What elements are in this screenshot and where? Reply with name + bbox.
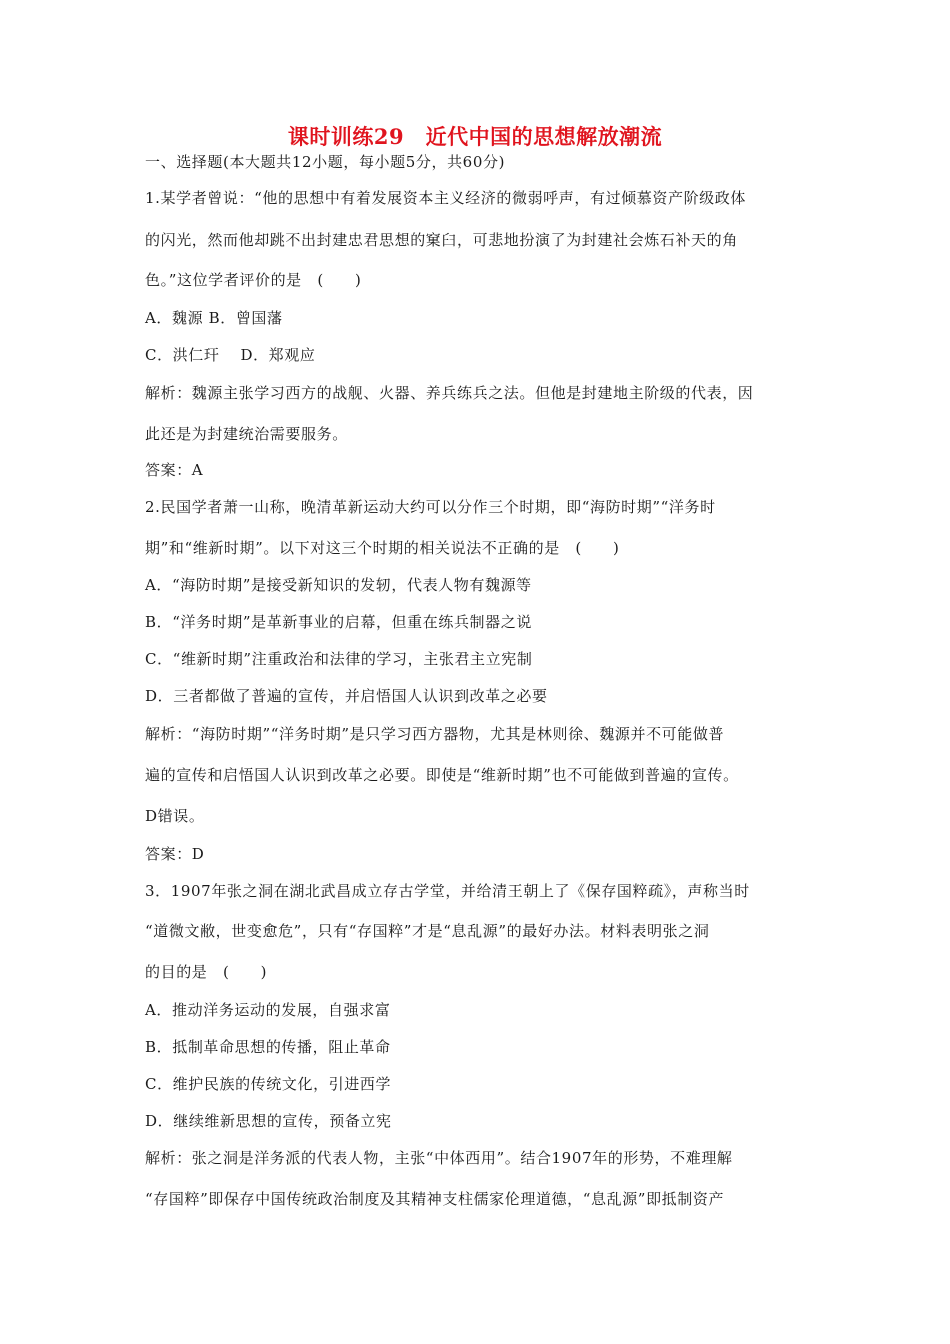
question-1-option-ab: A．魏源 B．曾国藩 [145, 309, 283, 327]
question-2-option-b: B．“洋务时期”是革新事业的启幕，但重在练兵制器之说 [145, 613, 532, 631]
question-2-analysis: 遍的宣传和启悟国人认识到改革之必要。即使是“维新时期”也不可能做到普遍的宣传。 [145, 766, 739, 784]
question-1-answer: 答案：A [145, 461, 204, 479]
question-2-option-a: A．“海防时期”是接受新知识的发轫，代表人物有魏源等 [145, 576, 532, 594]
question-3-option-a: A．推动洋务运动的发展，自强求富 [145, 1001, 391, 1019]
question-2-answer: 答案：D [145, 845, 205, 863]
question-3-option-d: D．继续维新思想的宣传，预备立宪 [145, 1112, 392, 1130]
question-3-text: 的目的是 ( ) [145, 963, 268, 981]
question-1-text: 的闪光，然而他却跳不出封建忠君思想的窠臼，可悲地扮演了为封建社会炼石补天的角 [145, 231, 738, 249]
question-3-analysis: 解析：张之洞是洋务派的代表人物，主张“中体西用”。结合1907年的形势，不难理解 [145, 1149, 733, 1167]
question-3-analysis: “存国粹”即保存中国传统政治制度及其精神支柱儒家伦理道德，“息乱源”即抵制资产 [145, 1190, 725, 1208]
question-2-text: 2.民国学者萧一山称，晚清革新运动大约可以分作三个时期，即“海防时期”“洋务时 [145, 498, 716, 516]
question-1-option-cd: C．洪仁玕 D．郑观应 [145, 346, 316, 364]
question-3-option-b: B．抵制革命思想的传播，阻止革命 [145, 1038, 391, 1056]
question-1-text: 1.某学者曾说：“他的思想中有着发展资本主义经济的微弱呼声，有过倾慕资产阶级政体 [145, 189, 746, 207]
section-heading: 一、选择题(本大题共12小题，每小题5分，共60分) [145, 153, 506, 171]
question-2-text: 期”和“维新时期”。以下对这三个时期的相关说法不正确的是 ( ) [145, 539, 620, 557]
question-1-text: 色。”这位学者评价的是 ( ) [145, 271, 362, 289]
question-2-option-c: C．“维新时期”注重政治和法律的学习，主张君主立宪制 [145, 650, 533, 668]
question-3-text: 3．1907年张之洞在湖北武昌成立存古学堂，并给清王朝上了《保存国粹疏》，声称当时 [145, 882, 750, 900]
question-2-option-d: D．三者都做了普遍的宣传，并启悟国人认识到改革之必要 [145, 687, 548, 705]
question-3-text: “道微文敝，世变愈危”，只有“存国粹”才是“息乱源”的最好办法。材料表明张之洞 [145, 922, 710, 940]
question-1-analysis: 此还是为封建统治需要服务。 [145, 425, 348, 443]
question-2-analysis: D错误。 [145, 807, 205, 825]
question-1-analysis: 解析：魏源主张学习西方的战舰、火器、养兵练兵之法。但他是封建地主阶级的代表，因 [145, 384, 754, 402]
question-2-analysis: 解析：“海防时期”“洋务时期”是只学习西方器物，尤其是林则徐、魏源并不可能做普 [145, 725, 725, 743]
question-3-option-c: C．维护民族的传统文化，引进西学 [145, 1075, 392, 1093]
document-title: 课时训练29 近代中国的思想解放潮流 [287, 124, 663, 149]
